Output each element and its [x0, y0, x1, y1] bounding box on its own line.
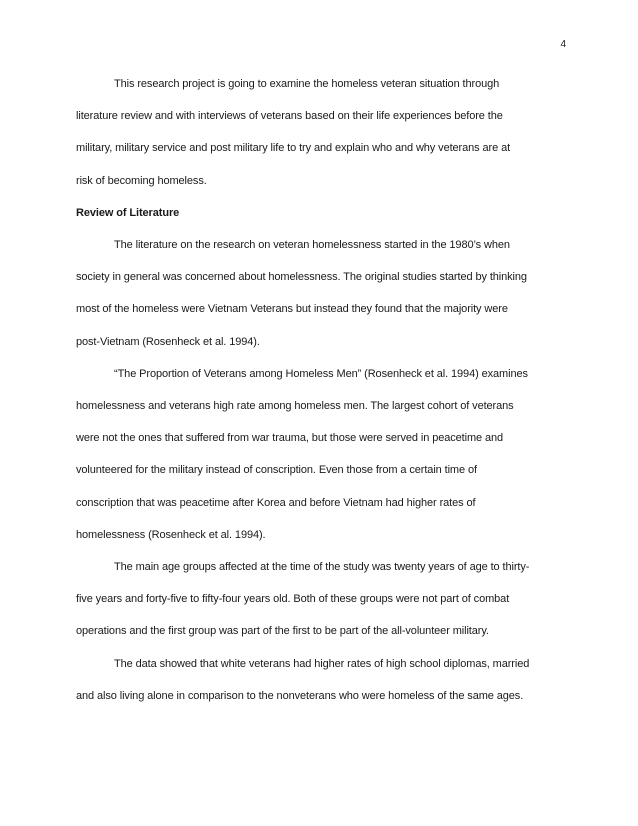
text-line: and also living alone in comparison to the nonveterans who were homeless of the same ages.	[76, 689, 524, 702]
text-line: society in general was concerned about homelessness. The original studies started by thinking	[76, 271, 527, 284]
text-line: This research project is going to examine the homeless veteran situation through	[114, 78, 500, 90]
text-line: homelessness and veterans high rate among homeless men. The largest cohort of veterans	[76, 400, 514, 413]
text-line: military, military service and post military life to try and explain who and why veterans are at	[76, 142, 511, 155]
text-line: post-Vietnam (Rosenheck et al. 1994).	[76, 335, 260, 348]
text-line: most of the homeless were Vietnam Veterans but instead they found that the majority were	[76, 303, 508, 316]
text-line: volunteered for the military instead of conscription. Even those from a certain time of	[76, 464, 477, 477]
text-line: literature review and with interviews of veterans based on their life experiences before the	[76, 110, 503, 123]
text-line: were not the ones that suffered from war trauma, but those were served in peacetime and	[76, 432, 504, 445]
literature-paragraph-4	[76, 648, 562, 712]
text-line: The literature on the research on veteran homelessness started in the 1980’s when	[114, 239, 510, 252]
document-body	[76, 68, 562, 712]
literature-paragraph-3	[76, 551, 562, 648]
text-line: The data showed that white veterans had higher rates of high school diplomas, married	[114, 657, 530, 670]
text-line: conscription that was peacetime after Korea and before Vietnam had higher rates of	[76, 496, 476, 509]
text-line: operations and the first group was part of the first to be part of the all-volunteer military.	[76, 625, 489, 638]
text-line: The main age groups affected at the time of the study was twenty years of age to thirty-	[114, 561, 530, 574]
text-line: “The Proportion of Veterans among Homeless Men” (Rosenheck et al. 1994) examines	[114, 367, 528, 380]
intro-paragraph	[76, 68, 562, 197]
page-number: 4	[560, 39, 566, 50]
text-line: homelessness (Rosenheck et al. 1994).	[76, 528, 266, 541]
section-heading: Review of Literature	[76, 206, 180, 219]
text-line: five years and forty-five to fifty-four years old. Both of these groups were not part of combat	[76, 593, 510, 606]
text-line: risk of becoming homeless.	[76, 174, 207, 187]
literature-paragraph-1	[76, 229, 562, 358]
literature-paragraph-2	[76, 358, 562, 551]
